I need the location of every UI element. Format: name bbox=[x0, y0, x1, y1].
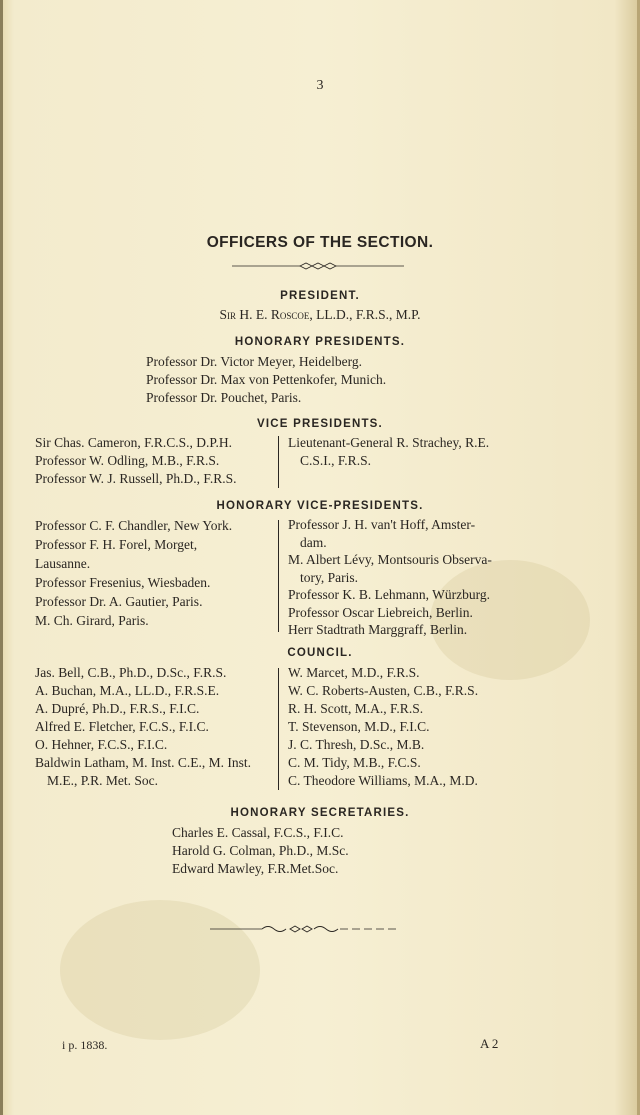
honorary-vice-president-line: Professor F. H. Forel, Morget, bbox=[35, 537, 198, 552]
honorary-vice-president-line: Professor Oscar Liebreich, Berlin. bbox=[288, 604, 473, 620]
council-member-line: A. Buchan, M.A., LL.D., F.R.S.E. bbox=[35, 683, 220, 698]
honorary-vice-presidents-right-column bbox=[288, 516, 492, 639]
council-member-line: W. Marcet, M.D., F.R.S. bbox=[288, 665, 420, 680]
honorary-presidents-heading: HONORARY PRESIDENTS. bbox=[234, 336, 406, 348]
council-heading: COUNCIL. bbox=[287, 647, 353, 659]
president-name: Sir H. E. Roscoe, LL.D., F.R.S., M.P. bbox=[219, 307, 421, 322]
council-member-line: W. C. Roberts-Austen, C.B., F.R.S. bbox=[288, 683, 479, 698]
honorary-vice-president-line: Professor Fresenius, Wiesbaden. bbox=[35, 575, 211, 590]
title-ornament bbox=[0, 260, 640, 272]
honorary-secretary-line: Harold G. Colman, Ph.D., M.Sc. bbox=[172, 843, 349, 858]
vice-presidents-heading: VICE PRESIDENTS. bbox=[257, 418, 383, 430]
council-member-line: M.E., P.R. Met. Soc. bbox=[47, 773, 159, 788]
honorary-vice-president-line: M. Ch. Girard, Paris. bbox=[35, 613, 149, 628]
signature-mark-right: A 2 bbox=[480, 1036, 499, 1051]
honorary-vice-presidents-left-column bbox=[35, 516, 232, 630]
honorary-vice-presidents-heading: HONORARY VICE-PRESIDENTS. bbox=[216, 500, 424, 512]
vice-president-line: Lieutenant-General R. Strachey, R.E. bbox=[288, 435, 490, 450]
page-edge-left bbox=[0, 0, 3, 1115]
council-member-line: Alfred E. Fletcher, F.C.S., F.I.C. bbox=[35, 719, 209, 734]
honorary-vice-president-line: Lausanne. bbox=[35, 556, 91, 571]
paper-stain bbox=[60, 900, 260, 1040]
council-member-line: Baldwin Latham, M. Inst. C.E., M. Inst. bbox=[35, 755, 251, 770]
council-member-line: O. Hehner, F.C.S., F.I.C. bbox=[35, 737, 168, 752]
honorary-vice-president-line: M. Albert Lévy, Montsouris Observa- bbox=[288, 552, 492, 567]
council-member-line: R. H. Scott, M.A., F.R.S. bbox=[288, 701, 424, 716]
council-left-column bbox=[35, 664, 251, 790]
honorary-secretary-line: Edward Mawley, F.R.Met.Soc. bbox=[172, 861, 339, 876]
council-member-line: J. C. Thresh, D.Sc., M.B. bbox=[288, 737, 425, 752]
column-divider bbox=[278, 520, 279, 632]
vice-presidents-right-column bbox=[288, 434, 489, 470]
honorary-president-line: Professor Dr. Pouchet, Paris. bbox=[146, 390, 302, 405]
council-member-line: C. M. Tidy, M.B., F.C.S. bbox=[288, 755, 421, 770]
council-member-line: T. Stevenson, M.D., F.I.C. bbox=[288, 719, 430, 734]
honorary-vice-president-line: Professor Dr. A. Gautier, Paris. bbox=[35, 594, 203, 609]
vice-president-line: C.S.I., F.R.S. bbox=[300, 453, 371, 468]
vice-president-line: Sir Chas. Cameron, F.R.C.S., D.P.H. bbox=[35, 435, 232, 450]
column-divider bbox=[278, 436, 279, 488]
honorary-vice-president-line: tory, Paris. bbox=[300, 569, 358, 585]
page-title: OFFICERS OF THE SECTION. bbox=[206, 234, 434, 251]
honorary-secretaries-heading: HONORARY SECRETARIES. bbox=[230, 807, 410, 819]
page-number: 3 bbox=[316, 78, 324, 93]
closing-ornament bbox=[0, 922, 640, 936]
vice-president-line: Professor W. J. Russell, Ph.D., F.R.S. bbox=[35, 471, 237, 486]
honorary-vice-president-line: Professor J. H. van't Hoff, Amster- bbox=[288, 517, 476, 532]
honorary-vice-president-line: Herr Stadtrath Marggraff, Berlin. bbox=[288, 622, 468, 637]
honorary-president-line: Professor Dr. Victor Meyer, Heidelberg. bbox=[146, 354, 362, 369]
honorary-vice-president-line: Professor K. B. Lehmann, Würzburg. bbox=[288, 587, 490, 602]
vice-presidents-left-column bbox=[35, 434, 236, 488]
honorary-president-line: Professor Dr. Max von Pettenkofer, Munich. bbox=[146, 372, 387, 387]
president-heading: PRESIDENT. bbox=[280, 290, 360, 302]
printer-signature-left: i p. 1838. bbox=[62, 1038, 108, 1052]
honorary-vice-president-line: Professor C. F. Chandler, New York. bbox=[35, 518, 233, 533]
column-divider bbox=[278, 668, 279, 790]
honorary-vice-president-line: dam. bbox=[300, 534, 327, 550]
council-member-line: A. Dupré, Ph.D., F.R.S., F.I.C. bbox=[35, 701, 200, 716]
honorary-secretary-line: Charles E. Cassal, F.C.S., F.I.C. bbox=[172, 825, 344, 840]
council-right-column bbox=[288, 664, 478, 790]
council-member-line: C. Theodore Williams, M.A., M.D. bbox=[288, 773, 478, 788]
vice-president-line: Professor W. Odling, M.B., F.R.S. bbox=[35, 453, 220, 468]
council-member-line: Jas. Bell, C.B., Ph.D., D.Sc., F.R.S. bbox=[35, 665, 227, 680]
